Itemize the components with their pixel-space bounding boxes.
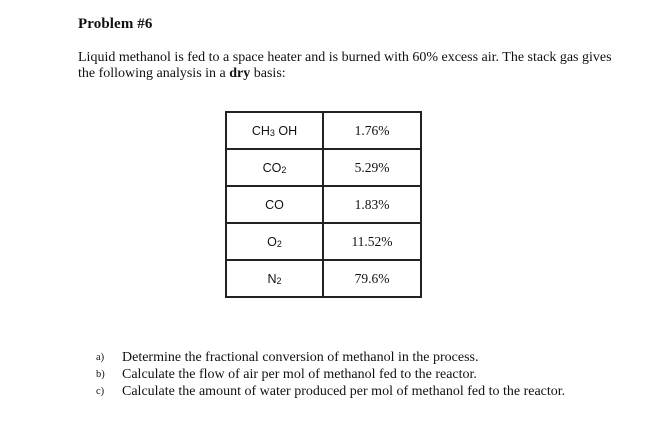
problem-title: Problem #6 — [78, 16, 153, 32]
question-letter: c) — [96, 386, 105, 397]
table-row — [226, 149, 421, 186]
statement-text: Liquid methanol is fed to a space heater and is burned with 60% excess air. The stack gas gives the following analysis in a — [78, 50, 612, 81]
fraction-cell: 1.83% — [323, 186, 421, 223]
table-row — [226, 260, 421, 297]
stack-gas-analysis-table — [225, 111, 422, 298]
table-row — [226, 112, 421, 149]
question-list — [96, 349, 586, 400]
species-cell: $CH_3$ OH — [226, 112, 323, 149]
question-text: Calculate the amount of water produced per mol of methanol fed to the reactor. — [122, 384, 566, 399]
table-row — [226, 186, 421, 223]
question-item — [96, 349, 586, 366]
table-row — [226, 223, 421, 260]
fraction-cell: 5.29% — [323, 149, 421, 186]
species-cell: CO — [226, 186, 323, 223]
question-letter: b) — [96, 369, 105, 380]
question-item — [96, 383, 586, 400]
species-cell: $N_2$ — [226, 260, 323, 297]
problem-statement — [78, 50, 618, 82]
question-item — [96, 366, 586, 383]
statement-text-end: basis: — [250, 66, 286, 81]
species-cell: $O_2$ — [226, 223, 323, 260]
question-text: Calculate the flow of air per mol of methanol fed to the reactor. — [122, 367, 477, 382]
species-cell: $CO_2$ — [226, 149, 323, 186]
question-text: Determine the fractional conversion of methanol in the process. — [122, 350, 479, 365]
fraction-cell: 11.52% — [323, 223, 421, 260]
question-letter: a) — [96, 352, 105, 363]
statement-emphasis: dry — [229, 66, 251, 81]
fraction-cell: 79.6% — [323, 260, 421, 297]
fraction-cell: 1.76% — [323, 112, 421, 149]
